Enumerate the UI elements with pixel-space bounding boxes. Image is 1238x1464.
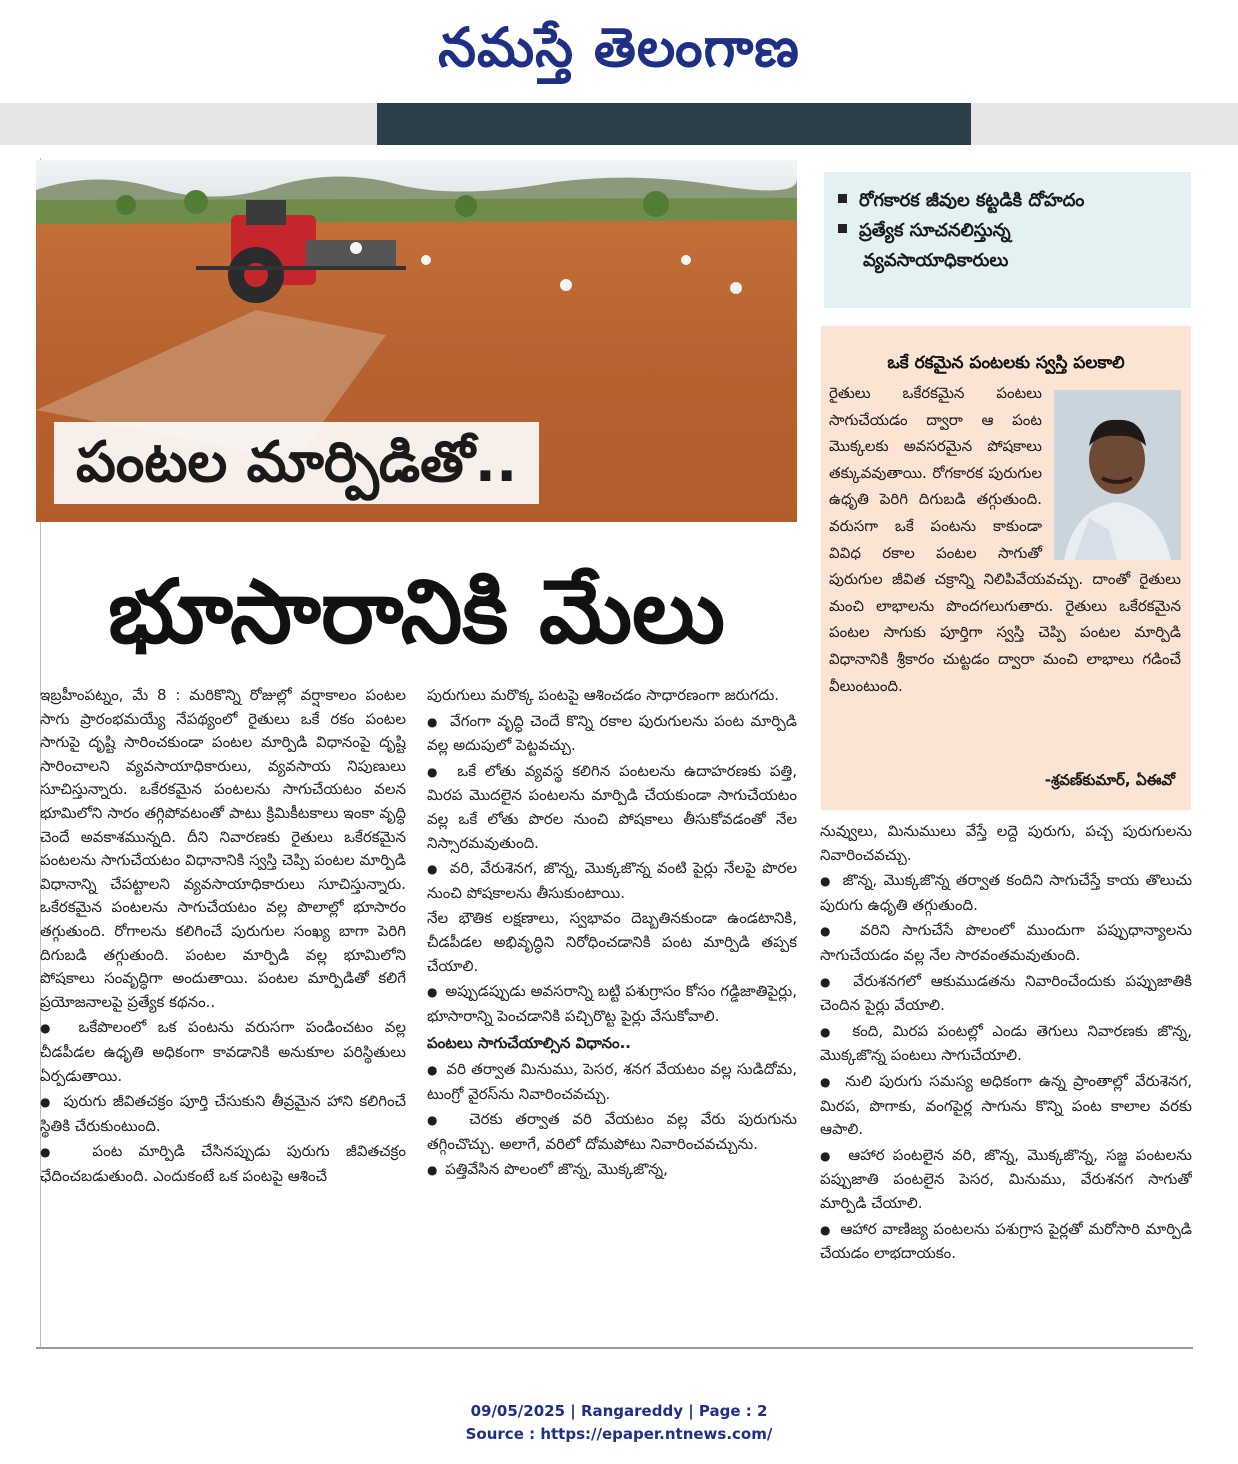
article-column-1	[40, 684, 406, 1339]
bullet-paragraph: ● ఆహార పంటలైన వరి, జొన్న, మొక్కజొన్న, సజ్జ పంటలను పప్పుజాతి పంటలైన పెసర, మినుము, వేరుశనగ సాగుతో మార్పిడి చేయాలి.	[820, 1144, 1192, 1216]
bullet-paragraph: ● వేరుశనగలో ఆకుముడతను నివారించేందుకు పప్పుజాతికి చెందిన పైర్లు వేయాలి.	[820, 970, 1192, 1018]
bullet-paragraph: ● అప్పుడప్పుడు అవసరాన్ని బట్టి పశుగ్రాసం కోసం గడ్డిజాతిపైర్లు, భూసారాన్ని పెంచడానికి పచ్చిరొట్ట పైర్లు వేసుకోవాలి.	[427, 980, 797, 1028]
sidebar-box	[821, 326, 1191, 810]
highlight-item: ప్రత్యేక సూచనలిస్తున్న	[838, 216, 1179, 246]
bottom-rule	[36, 1347, 1193, 1349]
bullet-paragraph: ● ఒకేపొలంలో ఒక పంటను వరుసగా పండించటం వల్ల చీడపీడల ఉధృతి అధికంగా కావడానికి అనుకూల పరిస్థితులు ఏర్పడుతాయి.	[40, 1016, 406, 1088]
section-band-dark	[377, 103, 971, 145]
bullet-paragraph: ● వరి, వేరుశెనగ, జొన్న, మొక్కజొన్న వంటి పైర్లు నేలపై పొరల నుంచి పోషకాలను తీసుకుంటాయి.	[427, 857, 797, 905]
bullet-paragraph: ● పంట మార్పిడి చేసినప్పుడు పురుగు జీవితచక్రం ఛేదించబడుతుంది. ఎందుకంటే ఒక పంటపై ఆశించే	[40, 1140, 406, 1188]
newspaper-logo: నమస్తే తెలంగాణ	[438, 15, 800, 79]
subheading: పంటలు సాగుచేయాల్సిన విధానం..	[427, 1034, 631, 1053]
person-portrait-image	[1054, 390, 1181, 560]
article-photo	[36, 160, 797, 522]
bullet-paragraph: ● వరిని సాగుచేసే పొలంలో ముందుగా పప్పుధాన్యాలను సాగుచేయడం వల్ల నేల సారవంతమవుతుంది.	[820, 919, 1192, 967]
article-column-3	[820, 820, 1192, 1340]
highlight-item-continued: వ్యవసాయాధికారులు	[863, 250, 1009, 271]
article-headline: భూసారానికి మేలు	[108, 560, 725, 663]
page-footer	[0, 1400, 1238, 1446]
edition-info: 09/05/2025 | Rangareddy | Page : 2	[470, 1402, 768, 1420]
square-bullet-icon	[838, 224, 847, 233]
officer-photo	[1054, 390, 1181, 560]
bullet-paragraph: ● కంది, మిరప పంటల్లో ఎండు తెగులు నివారణకు జొన్న, మొక్కజొన్న పంటలు సాగుచేయాలి.	[820, 1020, 1192, 1068]
masthead	[0, 0, 1238, 100]
article-column-2	[427, 684, 797, 1339]
bullet-paragraph: ● చెరకు తర్వాత వరి వేయటం వల్ల వేరు పురుగును తగ్గించొచ్చు. అలాగే, వరిలో దోమపోటు నివారించవచ్చును.	[427, 1108, 797, 1156]
paragraph: నేల భౌతిక లక్షణాలు, స్వభావం దెబ్బతినకుండా ఉండటానికి, చీడపీడల అభివృద్ధిని నిరోధించడానికి పంట మార్పిడి తప్పక చేయాలి.	[427, 909, 797, 975]
bullet-paragraph: ● ఒకే లోతు వ్యవస్థ కలిగిన పంటలను ఉదాహరణకు పత్తి, మిరప మొదలైన పంటలను మార్పిడి చేయకుండా సాగుచేయటం వల్ల ఒకే లోతు పొరల నుంచి పోషకాలు తీసుకోవడంతో నేల నిస్సారమవుతుంది.	[427, 760, 797, 855]
sidebar-title: ఒకే రకమైన పంటలకు స్వస్తి పలకాలి	[887, 353, 1125, 373]
bullet-paragraph: ● పత్తివేసిన పొలంలో జొన్న, మొక్కజొన్న,	[427, 1158, 797, 1183]
highlight-item: రోగకారక జీవుల కట్టడికి దోహదం	[838, 186, 1179, 216]
sidebar-credit: -శ్రవణ్‌కుమార్‌, ఏఈవో	[1044, 771, 1175, 789]
bullet-paragraph: ● నులి పురుగు సమస్య అధికంగా ఉన్న ప్రాంతాల్లో వేరుశెనగ, మిరప, పొగాకు, వంగపైర్ల సాగును కొన్ని పంట కాలాల వరకు ఆపాలి.	[820, 1070, 1192, 1142]
bullet-paragraph: ● ఆహార వాణిజ్య పంటలను పశుగ్రాస పైర్లతో మరోసారి మార్పిడి చేయడం లాభదాయకం.	[820, 1218, 1192, 1266]
source-link[interactable]: Source : https://epaper.ntnews.com/	[465, 1425, 773, 1443]
sidebar-text: రైతులు ఒకేరకమైన పంటలు సాగుచేయడం ద్వారా ఆ పంట మొక్కలకు అవసరమైన పోషకాలు తక్కువవుతాయి. రోగకారక పురుగుల ఉధృతి పెరిగి దిగుబడి తగ్గుతుంది. వరుసగా ఒకే పంటను కాకుండా వివిధ రకాల పంటల సాగుతో పురుగుల జీవిత చక్రాన్ని నిలిపివేయవచ్చు. దాంతో రైతులు మంచి లాభాలను పొందగలుగుతారు. రైతులు ఒకేరకమైన పంటల సాగుకు పూర్తిగా స్వస్తి చెప్పి పంటల మార్పిడి విధానానికి శ్రీకారం చుట్టడం ద్వారా మంచి లాభాలు గడించే వీలుంటుంది.	[829, 384, 1181, 695]
section-band	[0, 103, 1238, 145]
paragraph: నువ్వులు, మినుములు వేస్తే లద్దె పురుగు, పచ్చ పురుగులను నివారించవచ్చు.	[820, 822, 1192, 864]
bullet-paragraph: ● వేగంగా వృద్ధి చెందే కొన్ని రకాల పురుగులను పంట మార్పిడి వల్ల అదుపులో పెట్టవచ్చు.	[427, 710, 797, 758]
bullet-paragraph: ● వరి తర్వాత మినుము, పెసర, శనగ వేయటం వల్ల సుడిదోమ, టుంగ్రో వైరస్‌ను నివారించవచ్చు.	[427, 1058, 797, 1106]
paragraph: పురుగులు మరొక్క పంటపై ఆశించడం సాధారణంగా జరుగదు.	[427, 686, 780, 704]
square-bullet-icon	[838, 194, 847, 203]
highlights-box	[824, 172, 1191, 308]
sidebar-body	[829, 380, 1181, 699]
bullet-paragraph: ● పురుగు జీవితచక్రం పూర్తి చేసుకుని తీవ్రమైన హాని కలిగించే స్థితికి చేరుకుంటుంది.	[40, 1090, 406, 1138]
article-intro: ఇబ్రహీంపట్నం, మే 8 : మరికొన్ని రోజుల్లో వర్షాకాలం పంటల సాగు ప్రారంభమయ్యే నేపథ్యంలో రైతులు ఒకే రకం పంటల సాగుపై దృష్టి సారించకుండా పంటల మార్పిడి విధానంపై దృష్టి సారించాలని వ్యవసాయాధికారులు, వ్యవసాయ నిపుణులు సూచిస్తున్నారు. ఒకేరకమైన పంటలను సాగుచేయటం వలన భూమిలోని సారం తగ్గిపోవటంతో పాటు క్రిమికీటకాలు ఇంకా వృద్ధి చెందే అవకాశమున్నది. దీని నివారణకు రైతులు ఒకేరకమైన పంటలను సాగుచేయటం విధానానికి స్వస్తి చెప్పి పంటల మార్పిడి విధానాన్ని చేపట్టాలని వ్యవసాయాధికారులు సూచిస్తున్నారు. ఒకేరకమైన పంటలను సాగుచేయటం వల్ల పొలాల్లో భూసారం తగ్గుతుంది. రోగాలను కలిగించే పురుగుల సంఖ్య బాగా పెరిగి దిగుబడి తగ్గుతుంది. పంటల మార్పిడి వల్ల భూమిలోని పోషకాలు సంవృద్ధిగా అందుతాయి. పంటల మార్పిడితో కలిగే ప్రయోజనాలపై ప్రత్యేక కథనం..	[40, 686, 406, 1011]
bullet-paragraph: ● జొన్న, మొక్కజొన్న తర్వాత కందిని సాగుచేస్తే కాయ తొలుచు పురుగు ఉధృతి తగ్గుతుంది.	[820, 869, 1192, 917]
photo-headline: పంటల మార్పిడితో..	[54, 422, 539, 504]
